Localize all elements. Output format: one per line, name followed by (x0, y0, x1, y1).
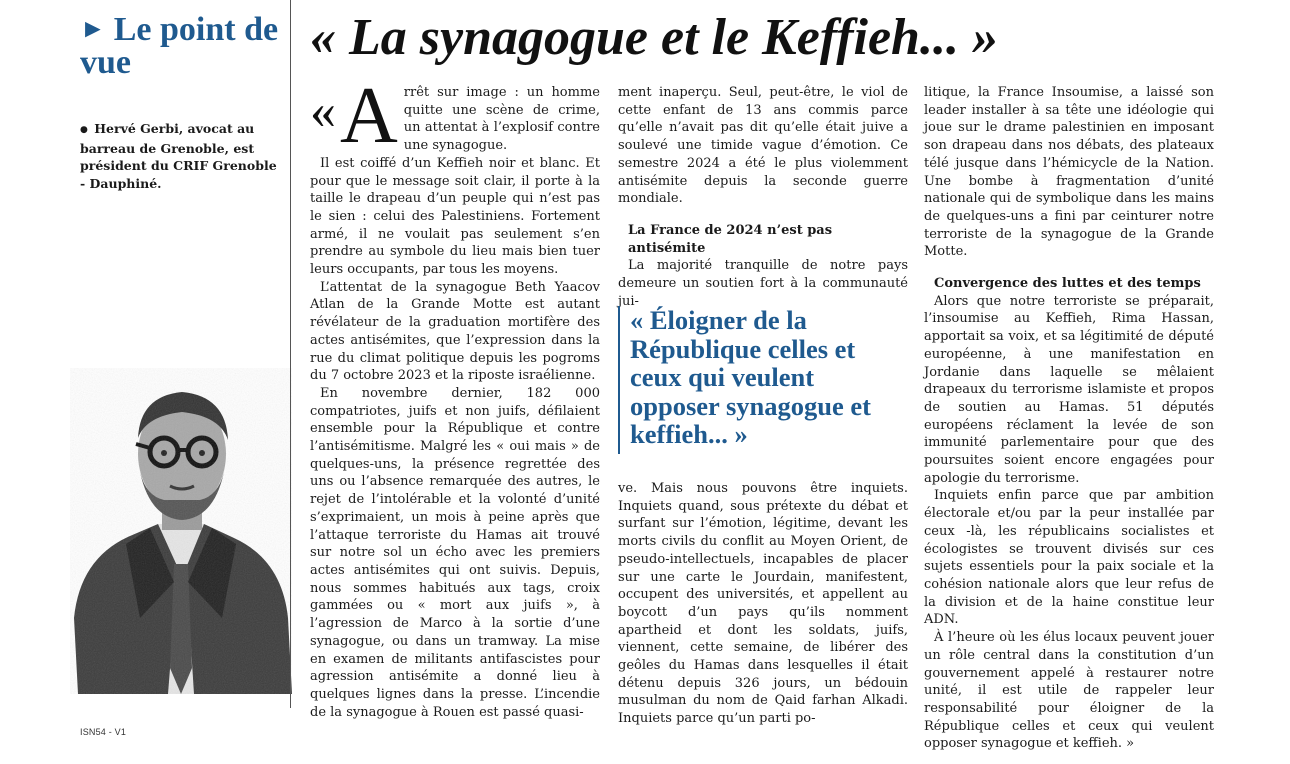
triangle-right-icon: ► (80, 14, 106, 43)
article-column-2-continued (618, 480, 908, 728)
paragraph: Inquiets enfin parce que par ambition électorale et/ou par la peur installée par ceux -là, les républicains socialistes et écologistes se trouvent divisés sur ces sujets essentiels pour la paix sociale et la cohésion nationale alors que leur refus de la division et de la haine constitue leur ADN. (924, 488, 1214, 628)
paragraph: À l’heure où les élus locaux peuvent jouer un rôle central dans la constitution d’un gouvernement appelé à restaurer notre unité, il est utile de rappeler leur responsabilité pour éloigner de la République celles et ceux qui veulent opposer synagogue et keffieh. » (924, 630, 1214, 752)
author-portrait (70, 368, 292, 694)
pull-quote-text: « Éloigner de la République celles et ceux qui veulent opposer synagogue et keffieh... » (630, 305, 871, 449)
author-note (80, 120, 285, 192)
paragraph: « A rrêt sur image : un homme quitte une scène de crime, un attentat à l’explosif contre une synagogue. (310, 72, 600, 160)
folio: ISN54 - V1 (80, 727, 127, 737)
paragraph: L’attentat de la synagogue Beth Yaacov Atlan de la Grande Motte est autant révélateur de la graduation mortifère des actes antisémites, que l’expression dans la rue du climat politique depuis les pogroms du 7 octobre 2023 et la riposte israélienne. (310, 279, 600, 384)
section-heading (80, 12, 280, 79)
article-title: « La synagogue et le Keffieh... » (310, 9, 998, 66)
subheading: Convergence des luttes et des temps (934, 276, 1201, 292)
paragraph: Il est coiffé d’un Keffieh noir et blanc. Et pour que le message soit clair, il porte à la taille le drapeau d’un peuple qui n’est pas le sien : celui des Palestiniens. Fortement armé, il ne voulait pas seulement s’en prendre au symbole du lieu mais bien tuer leurs occupants, par tous les moyens. (310, 155, 600, 278)
article-column-3 (924, 84, 1214, 753)
article-column-1 (310, 72, 600, 721)
open-quote-glyph: « (310, 83, 336, 140)
paragraph: En novembre dernier, 182 000 compatriotes, juifs et non juifs, défilaient ensemble pour la République et contre l’antisémitisme. Malgré les « oui mais » de quelques-uns, la présence regrettée des uns ou l’absence remarquée des autres, le rejet de l’intolérable et la volonté d’unité s’exprimaient, un mois à peine après que l’attaque terroriste du Hamas ait trouvé sur notre sol un écho avec les premiers actes antisémites qui ont suivis. Depuis, nous sommes habitués aux tags, croix gammées ou « mort aux juifs », à l’agression de Marco à la sortie d’une synagogue, ou dans un tramway. La mise en examen de militants antifascistes pour agression antisémite a donné lieu à quelques lignes dans la presse. L’incendie de la synagogue à Rouen est passé quasi- (310, 385, 600, 720)
paragraph: ve. Mais nous pouvons être inquiets. Inquiets quand, sous prétexte du débat et surfant sur l’émotion, légitime, devant les morts civils du conflit au Moyen Orient, de pseudo-intellectuels, incapables de placer sur une carte le Jourdain, manifestent, occupent des universités, et appellent au boycott d’un pays qu’ils nomment apartheid et dont les soldats, juifs, viennent, cette semaine, de libérer des geôles du Hamas dans lesquelles il était détenu depuis 326 jours, un bédouin musulman du nom de Qaid farhan Alkadi. Inquiets parce qu’un parti po- (618, 481, 908, 727)
section-heading-text: Le point de vue (80, 11, 279, 81)
bullet-icon: ● (80, 125, 88, 135)
drop-cap: A (340, 72, 398, 160)
paragraph: Alors que notre terroriste se préparait, l’insoumise au Keffieh, Rima Hassan, apportait sa voix, et sa légitimité de député européenne, à une manifestation en Jordanie dans laquelle se mêlaient drapeaux du terrorisme islamiste et propos de soutien au Hamas. 51 députés européens réclament la levée de son immunité parlementaire pour que des poursuites soient encore engagées pour apologie du terrorisme. (924, 293, 1214, 486)
paragraph: litique, la France Insoumise, a laissé son leader installer à sa tête une idéologie qui joue sur le drame palestinien en imposant son drapeau dans nos débats, des plateaux télé jusque dans l’hémicycle de la Nation. Une bombe à fragmentation d’unité nationale qui de symbolique dans les mains de quelques-uns a fini par ceinturer notre terroriste de la synagogue de la Grande Motte. (924, 85, 1214, 260)
pull-quote (618, 306, 908, 454)
subheading: La France de 2024 n’est pas antisémite (628, 222, 833, 256)
column-divider (290, 0, 291, 708)
paragraph: La majorité tranquille de notre pays demeure un soutien fort à la communauté jui- (618, 258, 908, 309)
article-column-2 (618, 84, 908, 310)
paragraph: ment inaperçu. Seul, peut-être, le viol de cette enfant de 13 ans commis parce qu’elle n’avait pas dit qu’elle était juive a soulevé une timide vague d’émotion. Ce semestre 2024 a été le plus violemment antisémite depuis la seconde guerre mondiale. (618, 85, 908, 207)
author-note-text: Hervé Gerbi, avocat au barreau de Grenoble, est président du CRIF Grenoble - Dauphiné. (80, 121, 277, 191)
